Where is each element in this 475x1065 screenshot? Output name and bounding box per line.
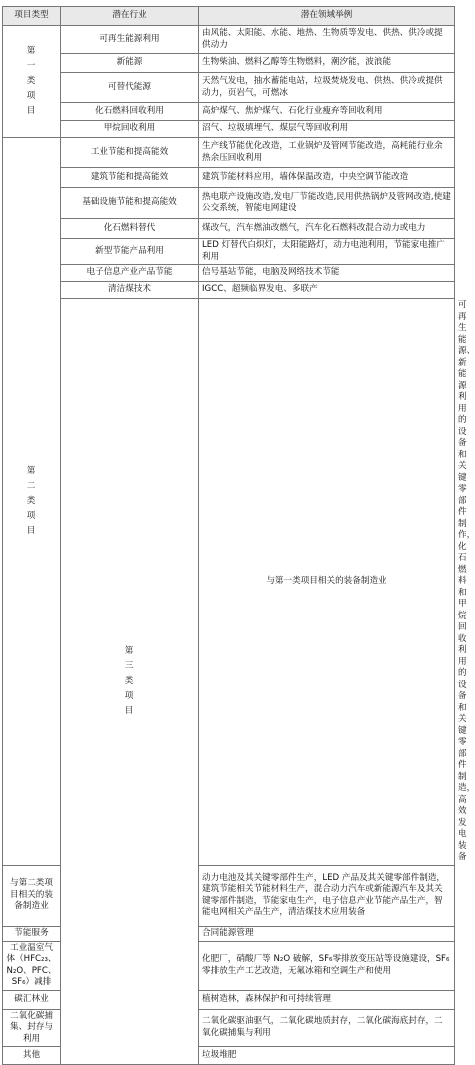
industry-cell: 工业节能和提高能效 [61, 138, 199, 168]
example-cell: 沼气、垃圾填埋气、煤层气等回收利用 [199, 121, 455, 138]
table-row [3, 103, 455, 121]
example-cell: 天然气发电，抽水蓄能电站，垃圾焚烧发电、供热、供冷或提供动力，页岩气，可燃冰 [199, 73, 455, 103]
industry-cell: 化石燃料替代 [61, 219, 199, 239]
industry-cell: 与第二类项目相关的装备制造业 [3, 865, 61, 926]
industry-cell: 电子信息产业产品节能 [61, 265, 199, 282]
industry-cell: 二氧化碳捕集、封存与利用 [3, 1009, 61, 1047]
industry-cell: 清洁煤技术 [61, 282, 199, 299]
table-row [3, 73, 455, 103]
example-cell: 植树造林，森林保护和可持续管理 [199, 990, 455, 1009]
industry-cell: 节能服务 [3, 926, 61, 941]
example-cell: 由风能、太阳能、水能、地热、生物质等发电、供热、供冷或提供动力 [199, 26, 455, 54]
project-category-cell: 第 三 类 项 目 [61, 299, 199, 1065]
example-cell: 垃圾堆肥 [199, 1047, 455, 1065]
industry-cell: 基础设施节能和提高能效 [61, 188, 199, 219]
project-category-cell: 第 二 类 项 目 [3, 138, 61, 866]
table-row [3, 265, 455, 282]
example-cell: 煤改气，汽车燃油改燃气，汽车化石燃料改混合动力或电力 [199, 219, 455, 239]
table-row [3, 219, 455, 239]
example-cell: 生产线节能优化改造，工业锅炉及管网节能改造，高耗能行业余热余压回收利用 [199, 138, 455, 168]
example-cell: 建筑节能材料应用，墙体保温改造，中央空调节能改造 [199, 168, 455, 188]
table-row: 第 三 类 项 目 与第一类项目相关的装备制造业 可再生能源、新能源利用的设备和关键零部件制作，化石燃料和甲烷回收利用的设备和关键零部件制造，高效发电装备 [3, 299, 455, 866]
example-cell: 生物柴油、燃料乙醇等生物燃料，潮汐能，波浪能 [199, 54, 455, 73]
table-row [3, 138, 455, 168]
industry-cell: 新型节能产品利用 [61, 239, 199, 265]
industry-cell: 甲烷回收利用 [61, 121, 199, 138]
industry-cell: 建筑节能和提高能效 [61, 168, 199, 188]
example-cell: 化肥厂，硝酸厂等 N₂O 破解，SF₆零排放变压站等设施建设，SF₆零排放生产工艺改造，无氟冰箱和空调生产和使用 [199, 941, 455, 990]
industry-cell: 化石燃料回收利用 [61, 103, 199, 121]
industry-cell: 可再生能源利用 [61, 26, 199, 54]
industry-cell: 工业温室气体（HFC₂₃、N₂O、PFC、SF₆）减排 [3, 941, 61, 990]
industry-cell: 碳汇林业 [3, 990, 61, 1009]
table-row [3, 168, 455, 188]
table-header-row [3, 7, 455, 26]
table-row [3, 239, 455, 265]
industry-cell: 与第一类项目相关的装备制造业 [199, 299, 455, 866]
header-potential-field-examples: 潜在领域举例 [199, 7, 455, 26]
header-potential-industry: 潜在行业 [61, 7, 199, 26]
example-cell: LED 灯替代白炽灯，太阳能路灯，动力电池利用，节能家电推广利用 [199, 239, 455, 265]
example-cell: IGCC、超频临界发电、多联产 [199, 282, 455, 299]
table-row [3, 121, 455, 138]
industry-cell: 可替代能源 [61, 73, 199, 103]
project-type-table [2, 6, 475, 1065]
table-row [3, 188, 455, 219]
table-row [3, 54, 455, 73]
example-cell: 动力电池及其关键零部件生产，LED 产品及其关键零部件制造，建筑节能相关节能材料生产，混合动力汽车或新能源汽车及其关键零部件制造，节能家电生产，电子信息产业节能产品生产，智能电网相关产品生产，清洁煤技术应用装备 [199, 865, 455, 926]
header-project-type: 项目类型 [3, 7, 61, 26]
industry-cell: 其他 [3, 1047, 61, 1065]
example-cell: 信号基站节能，电脑及网络技术节能 [199, 265, 455, 282]
project-category-cell: 第 一 类 项 目 [3, 26, 61, 138]
example-cell: 二氧化碳驱油驱气，二氧化碳地质封存，二氧化碳海底封存，二氧化碳捕集与利用 [199, 1009, 455, 1047]
example-cell: 合同能源管理 [199, 926, 455, 941]
example-cell: 热电联产设施改造,发电厂节能改造,民用供热锅炉及管网改造,使建公交系统，智能电网建设 [199, 188, 455, 219]
industry-cell: 新能源 [61, 54, 199, 73]
table-row [3, 282, 455, 299]
example-cell: 高炉煤气、焦炉煤气、石化行业瘦弃等回收利用 [199, 103, 455, 121]
table-row [3, 26, 455, 54]
